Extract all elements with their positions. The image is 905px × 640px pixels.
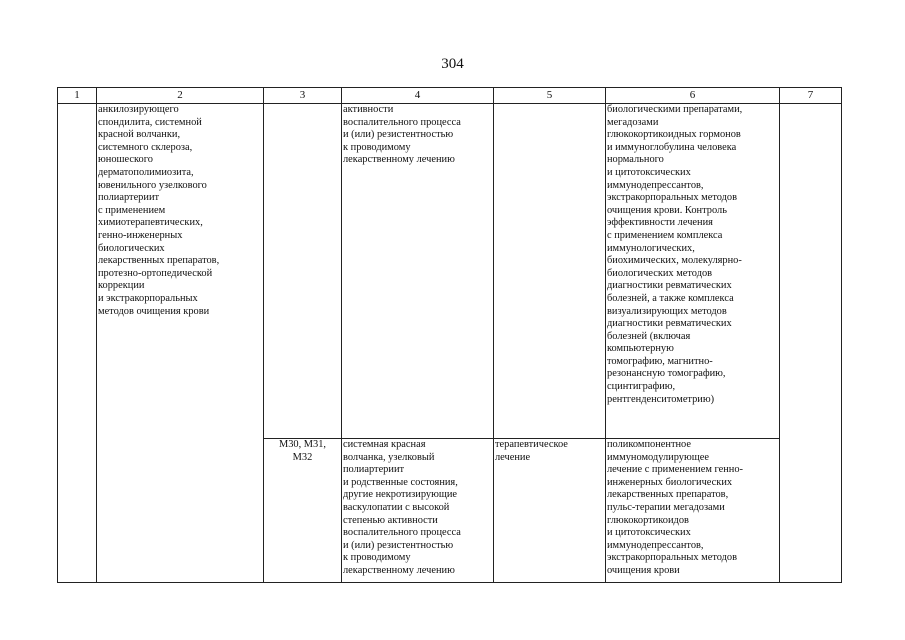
cell-treatment-type: [494, 104, 606, 439]
cell-cost: [780, 104, 842, 583]
table-header-row: [58, 88, 842, 104]
header-cell-1: 1: [58, 88, 97, 104]
header-cell-2: 2: [97, 88, 264, 104]
cell-patient-model: системная красная волчанка, узелковый полиартериит и родственные состояния, другие некротизирующие васкулопатии с высокой степенью активности воспалительного процесса и (или) резистентностью к проводимому лекарственному лечению: [342, 439, 494, 583]
cell-treatment-method: поликомпонентное иммуномодулирующее лечение с применением генно- инженерных биологических лекарственных препаратов, пульс-терапии мегадозами глюкокортикоидов и цитотоксических иммунодепрессантов, экстракорпоральных методов очищения крови: [606, 439, 780, 583]
header-cell-4: 4: [342, 88, 494, 104]
page-number: 304: [441, 56, 464, 72]
cell-icd-codes: М30, М31, М32: [264, 439, 342, 583]
header-cell-5: 5: [494, 88, 606, 104]
header-cell-3: 3: [264, 88, 342, 104]
cell-profile-name: анкилозирующего спондилита, системной красной волчанки, системного склероза, юношеского дерматополимиозита, ювенильного узелкового полиартериит с применением химиотерапевтических, генно-инженерных биологических лекарственных препаратов, протезно-ортопедической коррекции и экстракорпоральных методов очищения крови: [97, 104, 264, 583]
header-cell-6: 6: [606, 88, 780, 104]
cell-icd-codes: [264, 104, 342, 439]
medical-care-table: [57, 87, 842, 583]
cell-patient-model: активности воспалительного процесса и (или) резистентностью к проводимому лекарственному лечению: [342, 104, 494, 439]
table-row: [58, 104, 842, 439]
cell-number: [58, 104, 97, 583]
cell-treatment-type: терапевтическое лечение: [494, 439, 606, 583]
cell-treatment-method: биологическими препаратами, мегадозами глюкокортикоидных гормонов и иммуноглобулина человека нормального и цитотоксических иммунодепрессантов, экстракорпоральных методов очищения крови. Контроль эффективности лечения с применением комплекса иммунологических, биохимических, молекулярно- биологических методов диагностики ревматических болезней, а также комплекса визуализирующих методов диагностики ревматических болезней (включая компьютерную томографию, магнитно- резонансную томографию, сцинтиграфию, рентгенденситометрию): [606, 104, 780, 439]
header-cell-7: 7: [780, 88, 842, 104]
